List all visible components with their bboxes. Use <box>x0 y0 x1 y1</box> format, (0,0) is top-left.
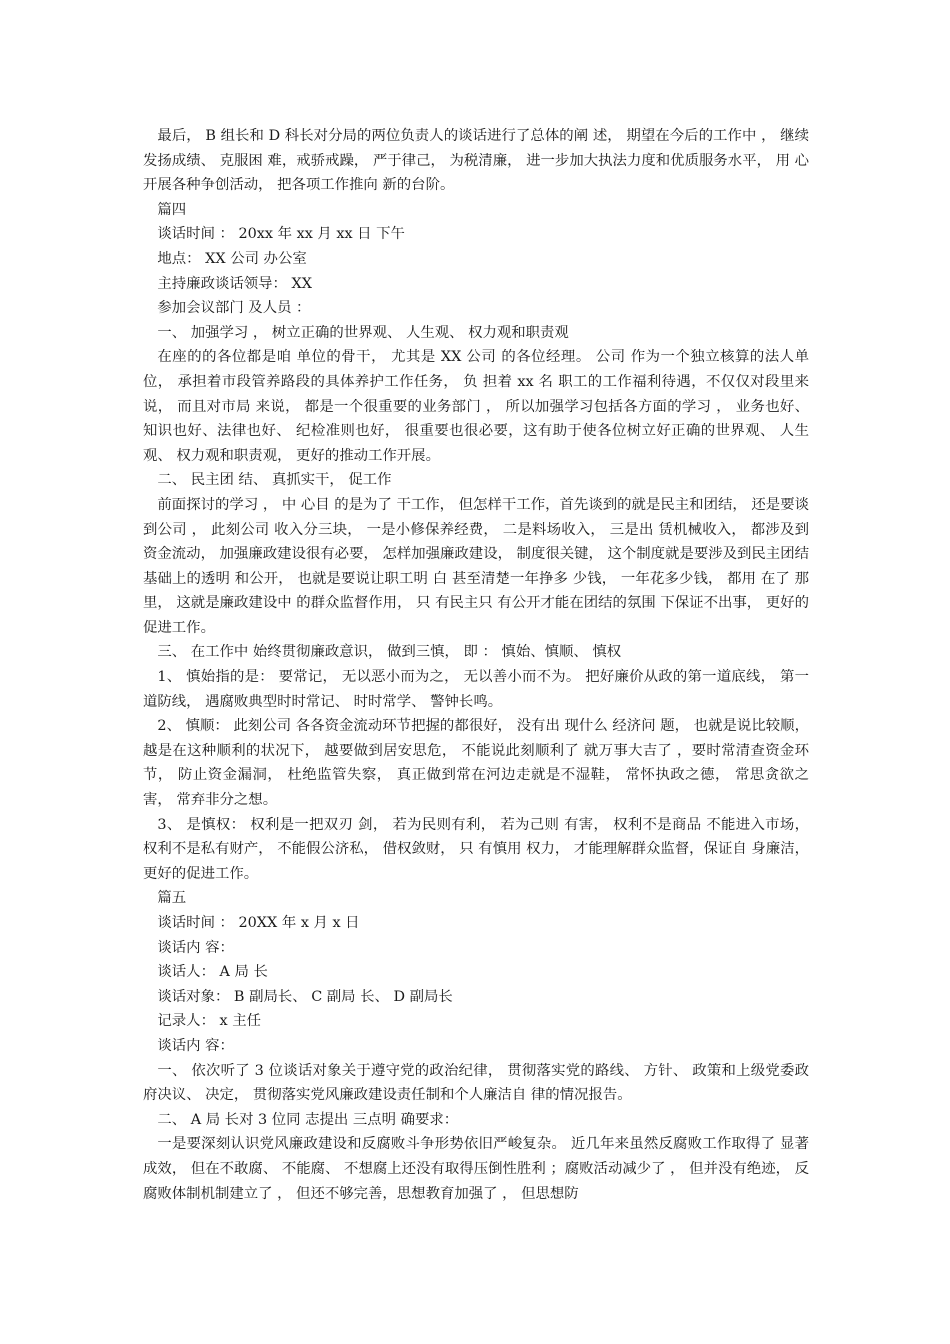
meeting-location: 地点： XX 公司 办公室 <box>157 250 307 267</box>
point-three-item-2: 2、 慎顺： 此刻公司 各各资金流动环节把握的都很好， 没有出 现什么 经济问 题， 也就是说比较顺， 越是在这种顺利的状况下， 越要做到居安思危， 不能说此刻顺利了 就万事大吉了 ，要时常清查资金环节， 防止资金漏洞， 杜绝监管失察， 真正做到常在河边走就是不湿鞋， 常怀执政之德， 常思贪欲之害， 常弃非分之想。 <box>143 718 809 809</box>
point-one-heading: 一、 加强学习 ， 树立正确的世界观、 人生观、 权力观和职责观 <box>157 324 569 341</box>
talk-speaker: 谈话人： A 局 长 <box>157 964 268 981</box>
document-page <box>143 124 809 1206</box>
point-three-heading: 三、 在工作中 始终贯彻廉政意识， 做到三慎， 即 ： 慎始、慎顺、 慎权 <box>157 644 622 661</box>
talk-content-label: 谈话内 容： <box>157 939 234 956</box>
point-three-item-3: 3、 是慎权： 权利是一把双刃 剑， 若为民则有利， 若为己则 有害， 权利不是商品 不能进入市场， 权利不是私有财产， 不能假公济私， 借权敛财， 只 有慎用 权力， 才能理解群众监督，保证自 身廉洁， 更好的促进工作。 <box>143 816 809 882</box>
talk-point-two-heading: 二、 A 局 长对 3 位同 志提出 三点明 确要求： <box>157 1111 459 1128</box>
meeting-host: 主持廉政谈话领导： XX <box>157 275 312 292</box>
paragraph-closing-remarks: 最后， B 组长和 D 科长对分局的两位负责人的谈话进行了总体的阐 述， 期望在今后的工作中 ， 继续发扬成绩、 克服困 难，戒骄戒躁， 严于律己， 为税清廉， 进一步加大执法力度和优质服务水平， 用 心开展各种争创活动， 把各项工作推向 新的台阶。 <box>143 128 809 194</box>
talk-content-label-2: 谈话内 容： <box>157 1037 234 1054</box>
talk-point-two-body: 一是要深刻认识党风廉政建设和反腐败斗争形势依旧严峻复杂。 近几年来虽然反腐败工作取得了 显著成效， 但在不敢腐、 不能腐、 不想腐上还没有取得压倒性胜利 ；腐败活动减少了 ， 但并没有绝迹， 反腐败体制机制建立了 ， 但还不够完善，思想教育加强了 ， 但思想防 <box>143 1136 809 1202</box>
talk-recorder: 记录人： x 主任 <box>157 1013 261 1030</box>
meeting-attendees: 参加会议部门 及人员 ： <box>157 300 311 317</box>
section-heading-part-four: 篇四 <box>157 201 187 218</box>
point-one-body: 在座的的各位都是咱 单位的骨干， 尤其是 XX 公司 的各位经理。 公司 作为一个独立核算的法人单位， 承担着市段管养路段的具体养护工作任务， 负 担着 xx 名 职工的工作福利待遇，不仅仅对段里来说， 而且对市局 来说， 都是一个很重要的业务部门 ， 所以加强学习包括各方面的学习 ， 业务也好、 知识也好、法律也好、 纪检准则也好， 很重要也很必要，这有助于使各位树立好正确的世界观、 人生观、 权力观和职责观， 更好的推动工作开展。 <box>143 349 809 464</box>
point-three-item-1: 1、 慎始指的是： 要常记， 无以恶小而为之， 无以善小而不为。 把好廉价从政的第一道底线， 第一道防线， 遇腐败典型时时常记、 时时常学、 警钟长鸣。 <box>143 669 809 710</box>
talk-point-one: 一、 依次听了 3 位谈话对象关于遵守党的政治纪律， 贯彻落实党的路线、 方针、 政策和上级党委政府决议、 决定， 贯彻落实党风廉政建设责任制和个人廉洁自 律的情况报告。 <box>143 1062 809 1104</box>
talk-time: 谈话时间 ： 20XX 年 x 月 x 日 <box>157 915 360 931</box>
section-heading-part-five: 篇五 <box>157 890 187 907</box>
point-two-body: 前面探讨的学习 ， 中 心目 的是为了 干工作， 但怎样干工作，首先谈到的就是民主和团结， 还是要谈到公司 ， 此刻公司 收入分三块， 一是小修保养经费， 二是料场收入， 三是出 赁机械收入， 都涉及到资金流动， 加强廉政建设很有必要， 怎样加强廉政建设， 制度很关键， 这个制度就是要涉及到民主团结基础上的透明 和公开， 也就是要说让职工明 白 甚至清楚一年挣多 少钱， 一年花多少钱， 都用 在了 那里， 这就是廉政建设中 的群众监督作用， 只 有民主只 有公开才能在团结的氛围 下保证不出事， 更好的促进工作。 <box>143 496 809 636</box>
point-two-heading: 二、 民主团 结、 真抓实干， 促工作 <box>157 472 392 489</box>
talk-targets: 谈话对象： B 副局长、 C 副局 长、 D 副局长 <box>157 988 453 1005</box>
meeting-time: 谈话时间 ： 20xx 年 xx 月 xx 日 下午 <box>157 226 405 243</box>
